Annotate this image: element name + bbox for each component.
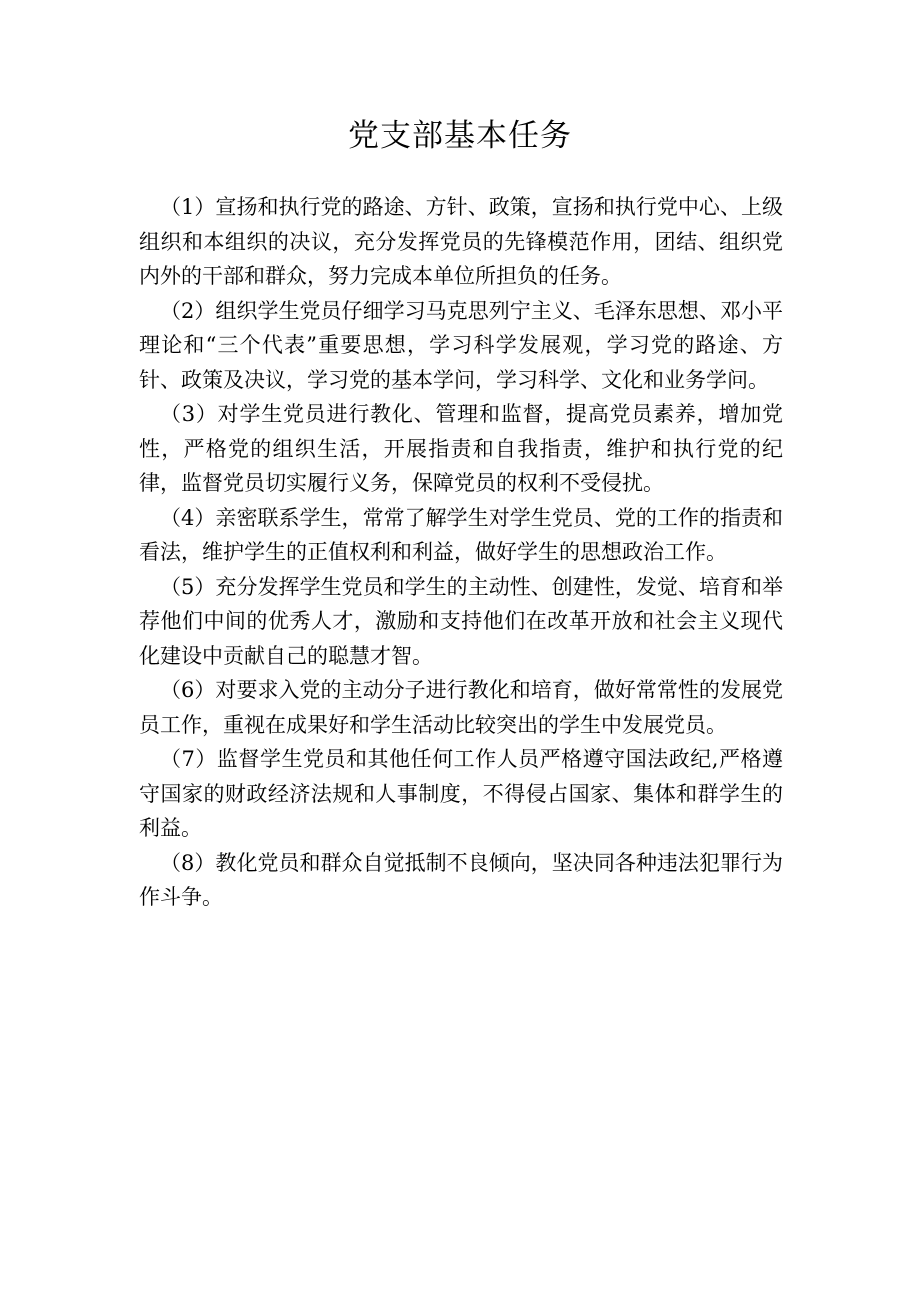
task-paragraph-5: （5）充分发挥学生党员和学生的主动性、创建性，发觉、培育和举荐他们中间的优秀人才，激励和支持他们在改革开放和社会主义现代化建设中贡献自己的聪慧才智。 — [139, 574, 783, 668]
task-paragraph-4: （4）亲密联系学生，常常了解学生对学生党员、党的工作的指责和看法，维护学生的正值权利和利益，做好学生的思想政治工作。 — [139, 505, 783, 564]
task-paragraph-7: （7）监督学生党员和其他任何工作人员严格遵守国法政纪,严格遵守国家的财政经济法规和人事制度，不得侵占国家、集体和群学生的利益。 — [139, 747, 783, 840]
task-paragraph-1: （1）宣扬和执行党的路途、方针、政策，宣扬和执行党中心、上级组织和本组织的决议，充分发挥党员的先锋模范作用，团结、组织党内外的干部和群众，努力完成本单位所担负的任务。 — [139, 195, 783, 288]
document-body — [139, 190, 783, 915]
task-paragraph-6: （6）对要求入党的主动分子进行教化和培育，做好常常性的发展党员工作，重视在成果好和学生活动比较突出的学生中发展党员。 — [139, 678, 783, 737]
document-title: 党支部基本任务 — [348, 118, 572, 154]
task-paragraph-8: （8）教化党员和群众自觉抵制不良倾向，坚决同各种违法犯罪行为作斗争。 — [139, 850, 783, 909]
task-paragraph-3: （3）对学生党员进行教化、管理和监督，提高党员素养，增加党性，严格党的组织生活，开展指责和自我指责，维护和执行党的纪律，监督党员切实履行义务，保障党员的权利不受侵扰。 — [139, 402, 783, 495]
task-paragraph-2: （2）组织学生党员仔细学习马克思列宁主义、毛泽东思想、邓小平理论和“三个代表”重要思想，学习科学发展观，学习党的路途、方针、政策及决议，学习党的基本学问，学习科学、文化和业务学问。 — [139, 298, 783, 392]
